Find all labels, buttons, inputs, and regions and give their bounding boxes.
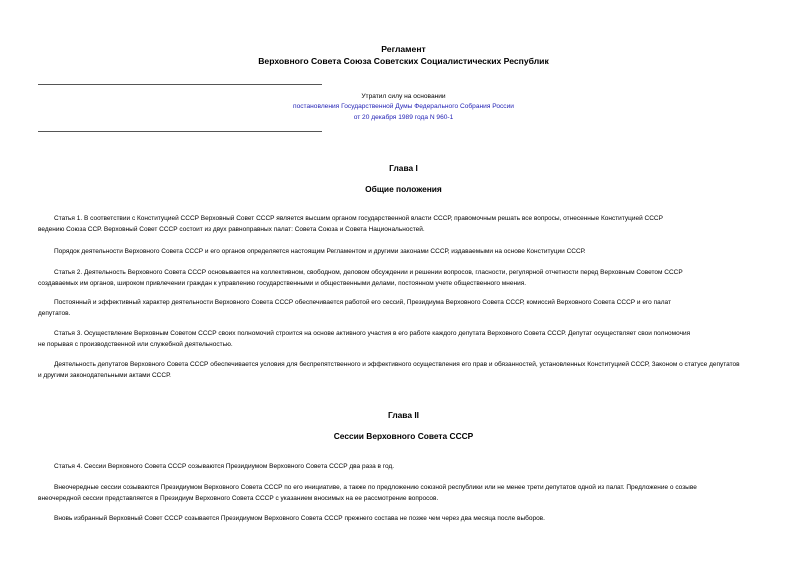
- paragraph-procedure: [38, 246, 771, 257]
- paragraph-line: Порядок деятельности Верховного Совета СССР и его органов определяется настоящим Регламентом и другими законами СССР, издаваемыми на основе Конституции СССР.: [54, 248, 586, 255]
- chapter-2-number: Глава II: [388, 410, 419, 420]
- paragraph-line: Статья 2. Деятельность Верховного Совета СССР основывается на коллективном, свободном, деловом обсуждении и решении вопросов, гласности, регулярной отчетности перед Верховным Советом СССР: [54, 269, 683, 276]
- paragraph-article-2: [38, 267, 771, 289]
- bottom-divider: [38, 131, 322, 132]
- paragraph-line: внеочередной сессии представляется в Президиум Верховного Совета СССР с указанием вносимых на ее рассмотрение вопросов.: [38, 495, 439, 502]
- paragraph-line: Внеочередные сессии созываются Президиумом Верховного Совета СССР по его инициативе, а также по предложению союзной республики или не менее трети депутатов одной из палат. Предложение о созыве: [54, 484, 697, 491]
- chapter-2-heading: Сессии Верховного Совета СССР: [333, 431, 474, 441]
- document-title-line1: Регламент: [381, 44, 426, 54]
- top-divider: [38, 84, 322, 85]
- paragraph-permanent-character: [38, 297, 771, 319]
- status-note-line1: Утратил силу на основании: [361, 93, 446, 100]
- status-note-link[interactable]: постановления Государственной Думы Федерального Собрания России: [293, 103, 514, 110]
- document-title-line2: Верховного Совета Союза Советских Социалистических Республик: [258, 56, 549, 66]
- paragraph-line: ведению Союза ССР. Верховный Совет СССР состоит из двух равноправных палат: Совета Союза и Совета Национальностей.: [38, 226, 425, 233]
- paragraph-line: не порывая с производственной или служебной деятельностью.: [38, 341, 233, 348]
- paragraph-new-convocation: [38, 513, 771, 524]
- paragraph-article-4: [38, 461, 771, 472]
- paragraph-line: Статья 3. Осуществление Верховным Советом СССР своих полномочий строится на основе активного участия в его работе каждого депутата Верховного Совета СССР. Депутат осуществляет свои полномочия: [54, 330, 691, 337]
- paragraph-line: Деятельность депутатов Верховного Совета СССР обеспечивается условия для беспрепятственного и эффективного осуществления его прав и обязанностей, установленных Конституцией СССР, Законом о статусе депутатов: [54, 361, 740, 368]
- chapter-1-number: Глава I: [389, 163, 418, 173]
- paragraph-article-1: [38, 213, 771, 235]
- paragraph-line: Вновь избранный Верховный Совет СССР созывается Президиумом Верховного Совета СССР прежнего состава не позже чем через два месяца после выборов.: [54, 515, 545, 522]
- paragraph-article-3: [38, 328, 771, 350]
- paragraph-extraordinary-sessions: [38, 482, 771, 504]
- paragraph-deputy-conditions: [38, 359, 771, 381]
- paragraph-line: депутатов.: [38, 310, 71, 317]
- chapter-1-heading: Общие положения: [365, 184, 442, 194]
- status-note-date-link[interactable]: от 20 декабря 1989 года N 960-1: [353, 114, 454, 121]
- paragraph-line: Статья 4. Сессии Верховного Совета СССР созываются Президиумом Верховного Совета СССР два раза в год.: [54, 463, 395, 470]
- paragraph-line: создаваемых им органов, широком привлечении граждан к управлению государственными и общественными делами, постоянном учете общественного мнения.: [38, 280, 527, 287]
- paragraph-line: и другими законодательными актами СССР.: [38, 372, 171, 379]
- paragraph-line: Статья 1. В соответствии с Конституцией СССР Верховный Совет СССР является высшим органом государственной власти СССР, правомочным решать все вопросы, отнесенные Конституцией СССР: [54, 215, 663, 222]
- paragraph-line: Постоянный и эффективный характер деятельности Верховного Совета СССР обеспечивается работой его сессий, Президиума Верховного Совета СССР, комиссий Верховного Совета СССР и его палат: [54, 299, 671, 306]
